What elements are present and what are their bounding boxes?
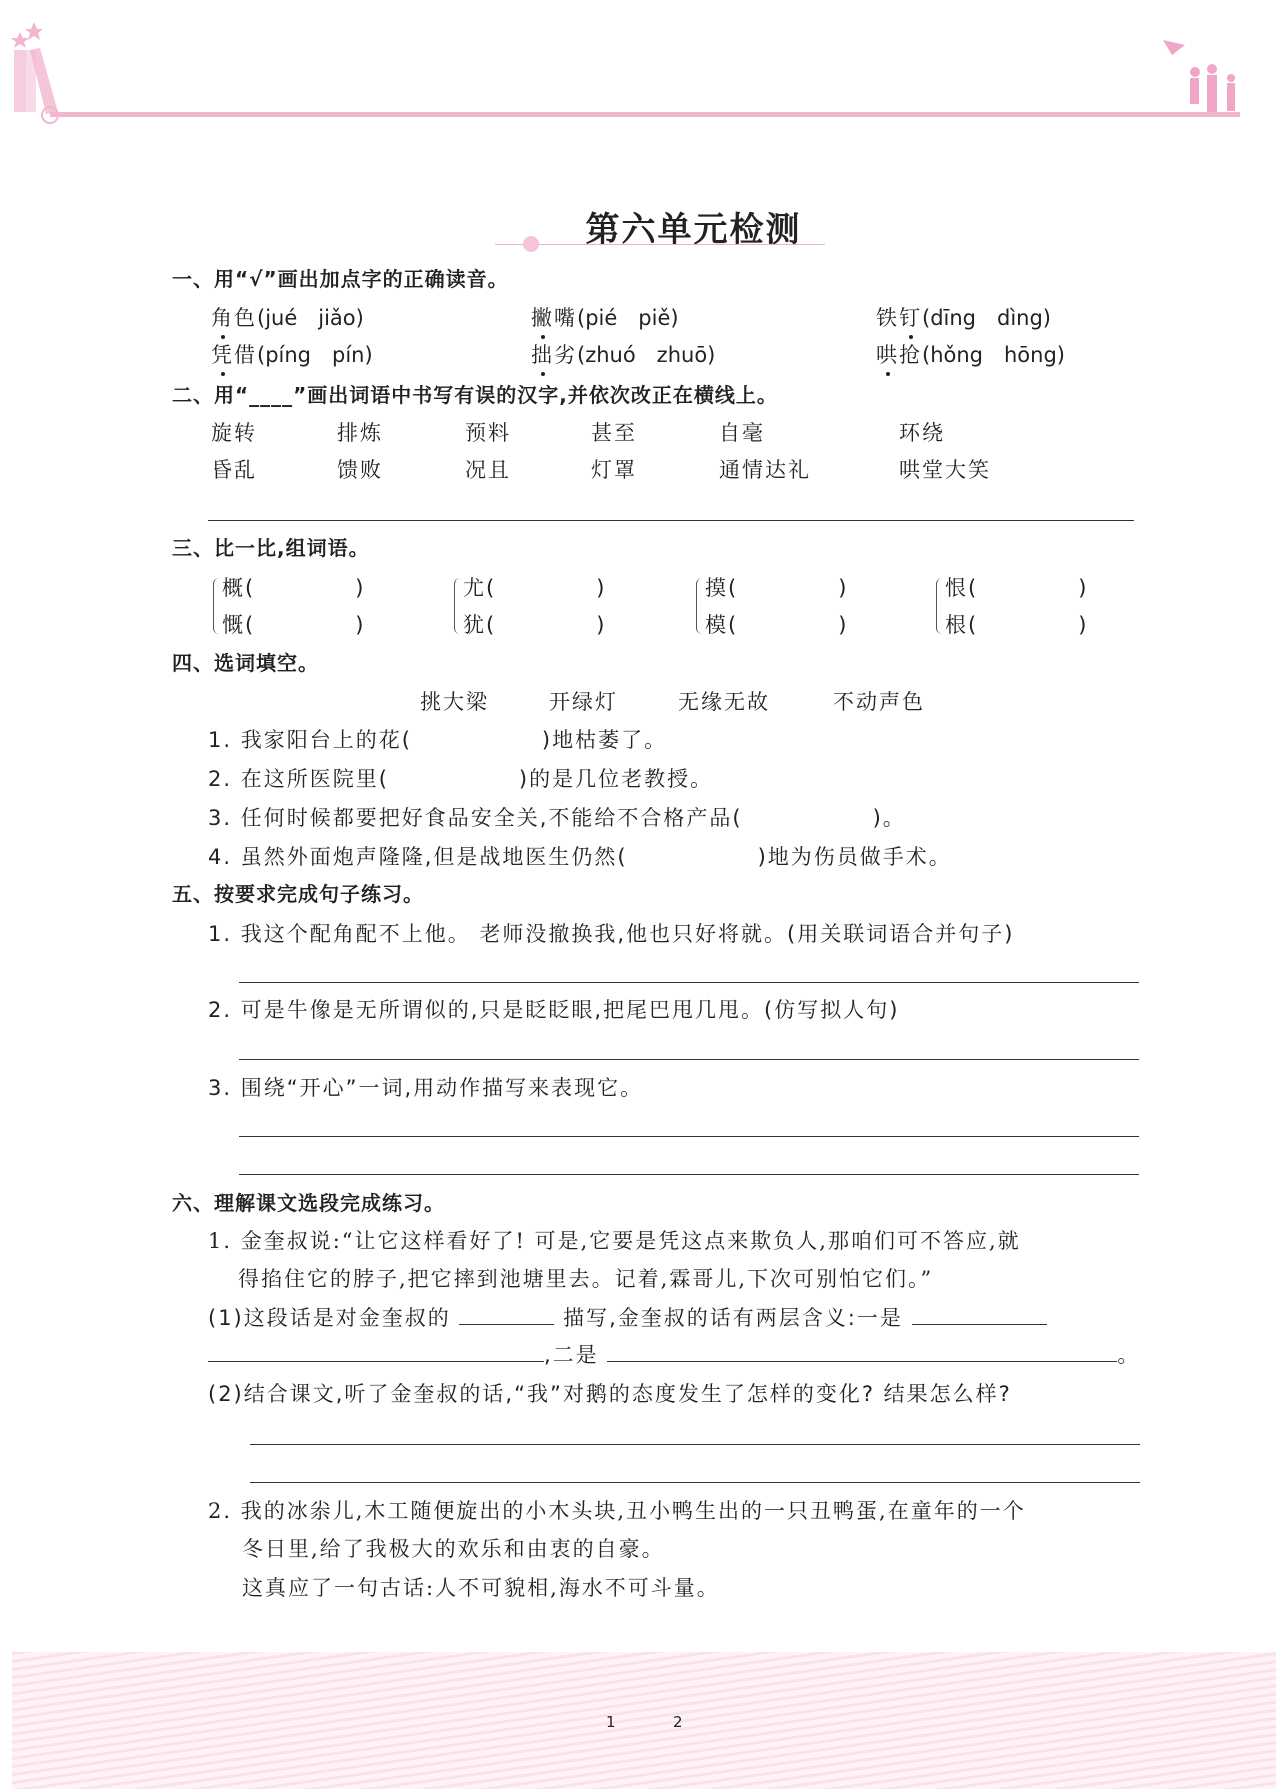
brace (213, 578, 221, 634)
books-stars-icon (11, 22, 58, 123)
children-kite-icon (1163, 40, 1235, 112)
header-rule (50, 112, 1240, 117)
answer-line[interactable] (239, 1174, 1139, 1175)
word: 灯罩 (591, 458, 637, 482)
page-title: 第六单元检测 (585, 210, 802, 250)
section-2-heading: 二、用“____”画出词语中书写有误的汉字,并依次改正在横线上。 (172, 383, 778, 407)
compare-item: 犹( ) (463, 613, 607, 637)
section-5-heading: 五、按要求完成句子练习。 (172, 882, 424, 906)
question-2: (2)结合课文,听了金奎叔的话,“我”对鹅的态度发生了怎样的变化? 结果怎么样? (208, 1382, 1012, 1406)
word: 排炼 (337, 421, 383, 445)
page-number: 1 (606, 1713, 616, 1731)
question-1: (1)这段话是对金奎叔的 描写,金奎叔的话有两层含义:一是 (208, 1304, 1047, 1332)
compare-item: 慨( ) (222, 613, 366, 637)
pinyin-item: 角色(jué jiǎo) (211, 306, 364, 330)
word: 昏乱 (211, 458, 257, 482)
pinyin-item: 撇嘴(pié piě) (531, 306, 679, 330)
title-underline (495, 244, 825, 245)
passage-line: 冬日里,给了我极大的欢乐和由衷的自豪。 (242, 1537, 665, 1561)
passage-line: 这真应了一句古话:人不可貌相,海水不可斗量。 (242, 1576, 720, 1600)
blank[interactable] (459, 1305, 554, 1325)
answer-line[interactable] (250, 1444, 1140, 1445)
word-option: 开绿灯 (549, 690, 618, 714)
pinyin-item: 拙劣(zhuó zhuō) (531, 343, 716, 367)
fill-item: 1. 我家阳台上的花( )地枯萎了。 (208, 728, 668, 752)
compare-item: 尤( ) (463, 576, 607, 600)
brace (696, 578, 704, 634)
brace (936, 578, 944, 634)
fill-item: 4. 虽然外面炮声隆隆,但是战地医生仍然( )地为伤员做手术。 (208, 845, 952, 869)
page-number: 2 (673, 1713, 683, 1731)
answer-line[interactable] (239, 982, 1139, 983)
passage-line: 2. 我的冰尜儿,木工随便旋出的小木头块,丑小鸭生出的一只丑鸭蛋,在童年的一个 (208, 1499, 1026, 1523)
answer-line[interactable] (239, 1136, 1139, 1137)
compare-item: 恨( ) (945, 576, 1089, 600)
blank[interactable] (607, 1342, 1117, 1362)
compare-item: 模( ) (705, 613, 849, 637)
pinyin-item: 凭借(píng pín) (211, 343, 373, 367)
brace (454, 578, 462, 634)
footer-band (12, 1652, 1276, 1789)
pinyin-item: 哄抢(hǒng hōng) (876, 343, 1065, 367)
section-6-heading: 六、理解课文选段完成练习。 (172, 1191, 445, 1215)
fill-item: 2. 在这所医院里( )的是几位老教授。 (208, 767, 714, 791)
section-1-heading: 一、用“√”画出加点字的正确读音。 (172, 267, 509, 291)
word: 哄堂大笑 (899, 458, 991, 482)
word: 预料 (465, 421, 511, 445)
compare-item: 摸( ) (705, 576, 849, 600)
fill-item: 3. 任何时候都要把好食品安全关,不能给不合格产品( )。 (208, 806, 906, 830)
section-3-heading: 三、比一比,组词语。 (172, 536, 370, 560)
passage-line: 1. 金奎叔说:“让它这样看好了! 可是,它要是凭这点来欺负人,那咱们可不答应,就 (208, 1229, 1021, 1253)
word: 况且 (465, 458, 511, 482)
word-option: 无缘无故 (678, 690, 770, 714)
answer-line[interactable] (239, 1059, 1139, 1060)
word: 自毫 (719, 421, 765, 445)
answer-line[interactable] (250, 1482, 1140, 1483)
compare-item: 概( ) (222, 576, 366, 600)
blank[interactable] (208, 1342, 544, 1362)
section-4-heading: 四、选词填空。 (172, 651, 319, 675)
question-1-cont: ,二是 。 (208, 1341, 1140, 1369)
word-option: 不动声色 (833, 690, 925, 714)
pinyin-item: 铁钉(dīng dìng) (876, 306, 1051, 330)
word: 馈败 (337, 458, 383, 482)
exercise-item: 1. 我这个配角配不上他。 老师没撤换我,他也只好将就。(用关联词语合并句子) (208, 922, 1015, 946)
word: 通情达礼 (719, 458, 811, 482)
exercise-item: 2. 可是牛像是无所谓似的,只是眨眨眼,把尾巴甩几甩。(仿写拟人句) (208, 998, 900, 1022)
header-decoration (0, 0, 1287, 140)
compare-item: 根( ) (945, 613, 1089, 637)
word: 环绕 (899, 421, 945, 445)
exercise-item: 3. 围绕“开心”一词,用动作描写来表现它。 (208, 1076, 644, 1100)
blank[interactable] (912, 1305, 1047, 1325)
word: 旋转 (211, 421, 257, 445)
word: 甚至 (591, 421, 637, 445)
answer-line[interactable] (208, 520, 1134, 521)
word-option: 挑大梁 (420, 690, 489, 714)
title-bullet (523, 236, 539, 252)
passage-line: 得掐住它的脖子,把它摔到池塘里去。记着,霖哥儿,下次可别怕它们。” (238, 1267, 934, 1291)
